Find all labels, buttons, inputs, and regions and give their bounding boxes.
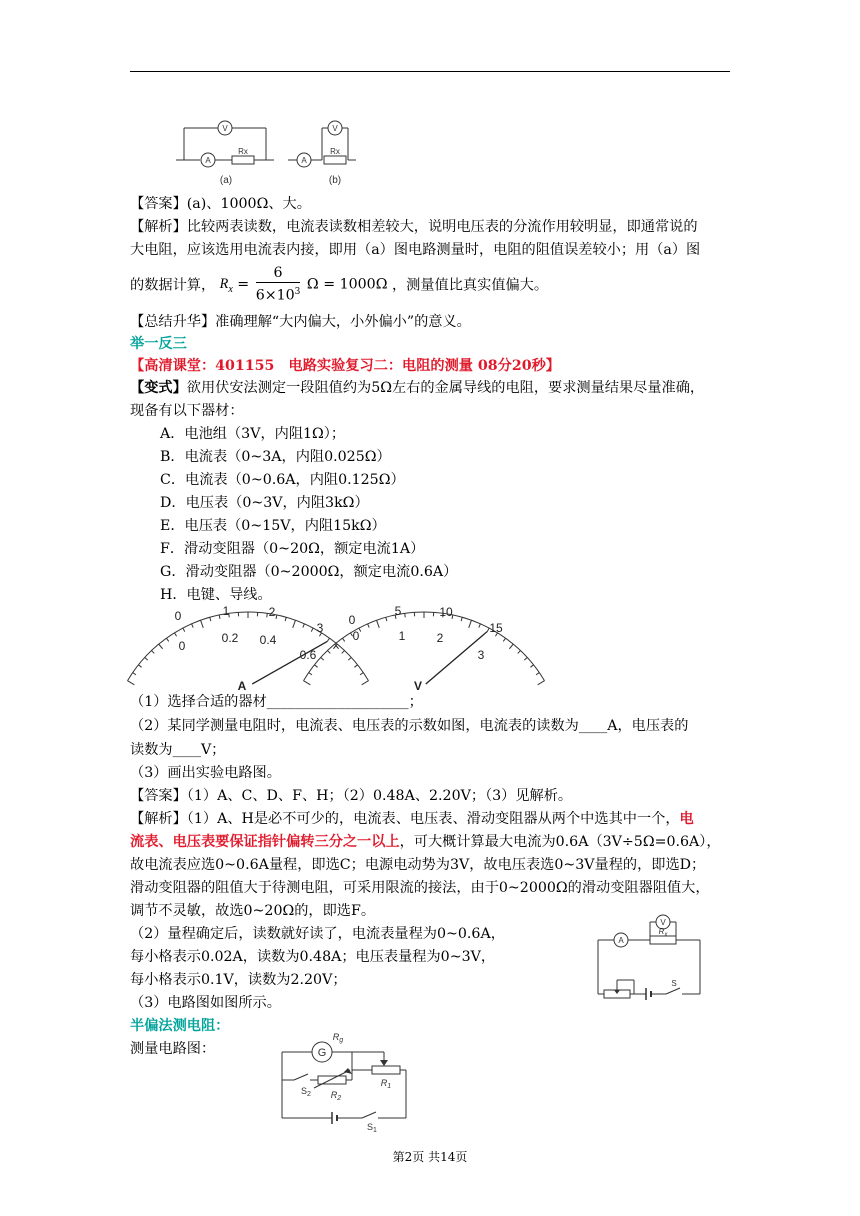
ammeter-tick-mark bbox=[159, 644, 163, 649]
ammeter-tick-mark bbox=[293, 620, 296, 628]
ammeter-bottom-tick-0: 0 bbox=[178, 639, 186, 653]
ammeter-tick-mark bbox=[303, 624, 305, 628]
header-rule bbox=[130, 71, 730, 72]
voltmeter-tick-mark bbox=[368, 624, 370, 628]
ammeter-top-tick-3: 3 bbox=[316, 621, 324, 635]
voltmeter-bottom-tick-1: 1 bbox=[398, 629, 406, 643]
circuit-ammeter-label: A bbox=[618, 936, 624, 945]
ammeter-tick-mark bbox=[145, 657, 148, 660]
galvanometer-label: G bbox=[317, 1047, 327, 1059]
analysis-1-formula-line: 的数据计算， $R_x$ = $\frac{6}{6\times 10^3}$ Ω = 1000Ω ，测量值比真实值偏大。 bbox=[130, 265, 549, 304]
question-2-line-2: 读数为____V； bbox=[130, 742, 226, 758]
half-deflection-heading: 半偏法测电阻： bbox=[130, 1018, 230, 1034]
formula-fraction: $\frac{6}{6\times 10^3}$ bbox=[255, 265, 301, 304]
voltmeter-bottom-tick-2: 2 bbox=[436, 631, 444, 645]
question-3: （3）画出实验电路图。 bbox=[130, 765, 281, 781]
ammeter-tick-mark bbox=[127, 681, 134, 685]
analysis-2-line-2: 流表、电压表要保证指针偏转三分之一以上，可大概计算最大电流为0.6A（3V÷5Ω=0.6A）， bbox=[130, 834, 721, 850]
ammeter-tick-mark bbox=[219, 615, 220, 619]
ammeter-tick-mark bbox=[276, 615, 277, 619]
voltmeter-tick-mark bbox=[503, 638, 505, 641]
ammeter-bottom-tick-2: 0.4 bbox=[259, 633, 277, 647]
voltmeter-top-tick-3: 15 bbox=[489, 621, 503, 635]
voltmeter-tick-mark bbox=[518, 651, 521, 654]
option-h: H．电键、导线。 bbox=[160, 587, 272, 603]
voltmeter-top-tick-0: 0 bbox=[348, 613, 356, 627]
circuit-rx-label: $R_x$ bbox=[658, 927, 668, 938]
ammeter-tick-mark bbox=[138, 665, 141, 667]
voltmeter-tick-mark bbox=[530, 665, 533, 667]
variant-line-1: 【变式】欲用伏安法测定一段阻值约为5Ω左右的金属导线的电阻，要求测量结果尽量准确， bbox=[130, 380, 705, 396]
voltmeter-tick-mark bbox=[469, 620, 472, 628]
ammeter-tick-mark bbox=[192, 624, 194, 628]
answer-1: 【答案】(a)、1000Ω、大。 bbox=[130, 196, 311, 212]
question-1: （1）选择合适的器材____________________； bbox=[130, 694, 423, 710]
ammeter-tick-mark bbox=[311, 628, 313, 632]
s1-label: $S_1$ bbox=[367, 1122, 377, 1134]
voltmeter-scale-arc bbox=[303, 612, 544, 681]
question-2-line-1: （2）某同学测量电阻时，电流表、电压表的示数如图，电流表的读数为____A，电压表的 bbox=[130, 718, 689, 734]
fig-b-rx-label: Rx bbox=[330, 147, 340, 156]
fig-a-caption: (a) bbox=[219, 175, 233, 186]
ammeter-tick-mark bbox=[210, 617, 211, 621]
voltmeter-top-tick-2: 10 bbox=[439, 605, 453, 619]
voltmeter-tick-mark bbox=[342, 638, 344, 641]
analysis-1-line-2: 大电阻，应该选用电流表内接，即用（a）图电路测量时，电阻的阻值误差较小；用（a）图 bbox=[130, 242, 701, 258]
ammeter-tick-mark bbox=[201, 620, 204, 628]
analysis-2-line-1: 【解析】（1）A、H是必不可少的，电流表、电压表、滑动变阻器从两个中选其中一个，电 bbox=[130, 811, 694, 827]
section-heading-practice: 举一反三 bbox=[130, 336, 187, 352]
option-e: E．电压表（0~15V，内阻15kΩ） bbox=[160, 518, 386, 534]
option-d: D．电压表（0~3V，内阻3kΩ） bbox=[160, 495, 369, 511]
voltmeter-tick-mark bbox=[509, 644, 513, 649]
half-deflection-label: 测量电路图： bbox=[130, 1041, 216, 1057]
voltmeter-bottom-tick-3: 3 bbox=[477, 648, 485, 662]
voltmeter-dial bbox=[340, 602, 510, 694]
fig-a-ammeter-label: A bbox=[205, 156, 211, 165]
fig-a-voltmeter-label: V bbox=[222, 124, 228, 133]
option-c: C．电流表（0~0.6A，内阻0.125Ω） bbox=[160, 472, 405, 488]
ammeter-tick-mark bbox=[267, 613, 268, 617]
voltmeter-tick-mark bbox=[386, 617, 387, 621]
ammeter-tick-mark bbox=[174, 633, 176, 636]
analysis-1-line-1: 【解析】比较两表读数，电流表读数相差较大，说明电压表的分流作用较明显，即通常说的 bbox=[130, 219, 698, 235]
ammeter-tick-mark bbox=[166, 638, 168, 641]
ammeter-tick-mark bbox=[183, 628, 185, 632]
analysis-2-line-7: 每小格表示0.02A，读数为0.48A；电压表量程为0~3V， bbox=[130, 949, 496, 965]
option-f: F．滑动变阻器（0~20Ω，额定电流1A） bbox=[160, 541, 425, 557]
fig-b-caption: (b) bbox=[328, 175, 342, 186]
voltmeter-top-tick-1: 5 bbox=[394, 604, 402, 618]
analysis-2-line-3: 故电流表应选0~0.6A量程，即选C；电源电动势为3V，故电压表选0~3V量程的，即选D； bbox=[130, 857, 706, 873]
analysis-2-line-6: （2）量程确定后，读数就好读了，电流表量程为0~0.6A， bbox=[130, 926, 505, 942]
voltmeter-tick-mark bbox=[536, 673, 539, 675]
fig-b-voltmeter-label: V bbox=[332, 124, 338, 133]
ammeter-tick-mark bbox=[152, 651, 155, 654]
option-a: A．电池组（3V，内阻1Ω）； bbox=[160, 426, 346, 442]
circuit-diagram-ab bbox=[176, 116, 356, 188]
s2-label: $S_2$ bbox=[301, 1086, 311, 1098]
rg-label: $R_g$ bbox=[332, 1032, 344, 1044]
ammeter-bottom-tick-1: 0.2 bbox=[221, 631, 239, 645]
voltmeter-tick-mark bbox=[405, 613, 406, 617]
ammeter-top-tick-2: 2 bbox=[268, 605, 276, 619]
circuit-diagram-limiting bbox=[590, 910, 706, 1000]
analysis-2-line-4: 滑动变阻器的阻值大于待测电阻，可采用限流的接法，由于0~2000Ω的滑动变阻器阻值大， bbox=[130, 880, 710, 896]
voltmeter-tick-mark bbox=[479, 624, 481, 628]
analysis-2-line-9: （3）电路图如图所示。 bbox=[130, 995, 281, 1011]
analysis-2-line-8: 每小格表示0.1V，读数为2.20V； bbox=[130, 972, 347, 988]
fig-a-rx-label: Rx bbox=[238, 147, 248, 156]
ammeter-tick-mark bbox=[133, 673, 136, 675]
voltmeter-tick-mark bbox=[538, 681, 545, 685]
circuit-voltmeter-label: V bbox=[660, 918, 666, 927]
voltmeter-tick-mark bbox=[377, 620, 380, 628]
circuit-diagram-half-deflection bbox=[280, 1030, 420, 1134]
option-g: G．滑动变阻器（0~2000Ω，额定电流0.6A） bbox=[160, 564, 458, 580]
ammeter-tick-mark bbox=[285, 617, 286, 621]
answer-2: 【答案】（1）A、C、D、F、H；（2）0.48A、2.20V；（3）见解析。 bbox=[130, 788, 573, 804]
voltmeter-bottom-tick-0: 0 bbox=[352, 629, 360, 643]
ammeter-top-tick-0: 0 bbox=[174, 609, 182, 623]
option-b: B．电流表（0~3A，内阻0.025Ω） bbox=[160, 449, 391, 465]
page-footer: 第2页 共14页 bbox=[392, 1150, 468, 1164]
r2-label: $R_2$ bbox=[330, 1090, 342, 1102]
voltmeter-tick-mark bbox=[461, 617, 462, 621]
summary: 【总结升华】准确理解“大内偏大，小外偏小”的意义。 bbox=[130, 314, 471, 330]
ammeter-tick-mark bbox=[327, 638, 329, 641]
r1-label: $R_1$ bbox=[380, 1078, 392, 1090]
ammeter-top-tick-1: 1 bbox=[222, 604, 230, 618]
circuit-switch-label: S bbox=[671, 979, 677, 988]
analysis-2-line-5: 调节不灵敏，故选0~20Ω的，即选F。 bbox=[130, 903, 376, 919]
ammeter-bottom-tick-3: 0.6 bbox=[299, 648, 317, 662]
voltmeter-label: V bbox=[413, 679, 423, 693]
ammeter-label: A bbox=[237, 679, 247, 693]
fig-b-ammeter-label: A bbox=[301, 156, 307, 165]
voltmeter-tick-mark bbox=[524, 657, 527, 660]
variant-line-2: 现备有以下器材： bbox=[130, 403, 244, 419]
lesson-reference: 【高清课堂：401155 电路实验复习二：电阻的测量 08分20秒】 bbox=[130, 358, 560, 374]
